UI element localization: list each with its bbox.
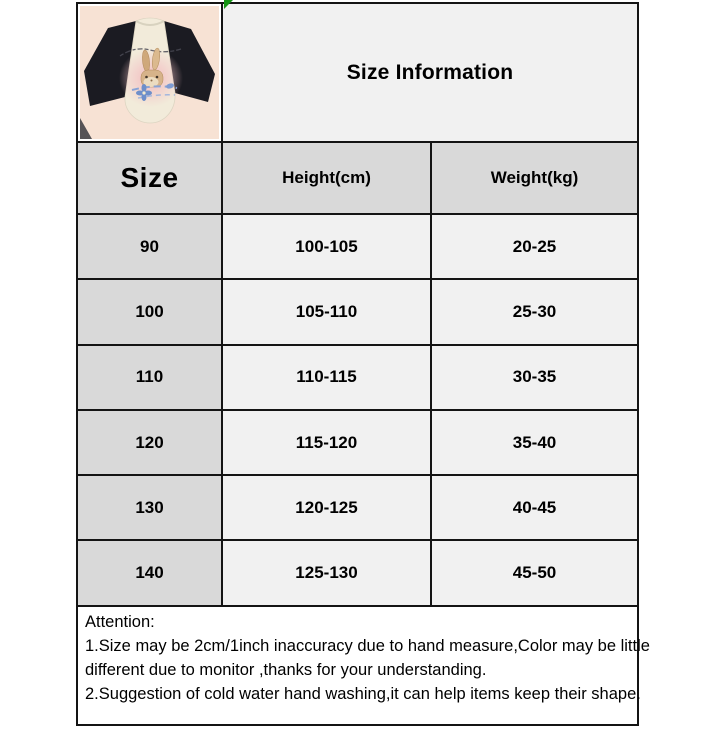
size-cell: 120 xyxy=(78,411,221,474)
attention-line: different due to monitor ,thanks for your understanding. xyxy=(85,661,487,679)
height-cell: 110-115 xyxy=(223,346,430,409)
tshirt-illustration xyxy=(80,6,219,139)
size-cell: 100 xyxy=(78,280,221,343)
size-cell: 130 xyxy=(78,476,221,539)
attention-line: Attention: xyxy=(85,613,155,631)
height-cell: 105-110 xyxy=(223,280,430,343)
attention-note xyxy=(76,605,650,726)
size-table xyxy=(76,2,639,607)
weight-cell: 30-35 xyxy=(432,346,637,409)
column-header-weight: Weight(kg) xyxy=(432,143,637,213)
size-cell: 140 xyxy=(78,541,221,604)
weight-cell: 20-25 xyxy=(432,215,637,278)
product-photo xyxy=(78,4,221,141)
height-cell: 115-120 xyxy=(223,411,430,474)
weight-cell: 25-30 xyxy=(432,280,637,343)
height-cell: 120-125 xyxy=(223,476,430,539)
attention-line: 2.Suggestion of cold water hand washing,it can help items keep their shape. xyxy=(85,685,641,703)
weight-cell: 45-50 xyxy=(432,541,637,604)
height-cell: 125-130 xyxy=(223,541,430,604)
weight-cell: 35-40 xyxy=(432,411,637,474)
column-header-size: Size xyxy=(78,143,221,213)
page-title: Size Information xyxy=(223,4,637,141)
weight-cell: 40-45 xyxy=(432,476,637,539)
attention-line: 1.Size may be 2cm/1inch inaccuracy due to hand measure,Color may be little xyxy=(85,637,650,655)
height-cell: 100-105 xyxy=(223,215,430,278)
size-cell: 90 xyxy=(78,215,221,278)
size-cell: 110 xyxy=(78,346,221,409)
column-header-height: Height(cm) xyxy=(223,143,430,213)
